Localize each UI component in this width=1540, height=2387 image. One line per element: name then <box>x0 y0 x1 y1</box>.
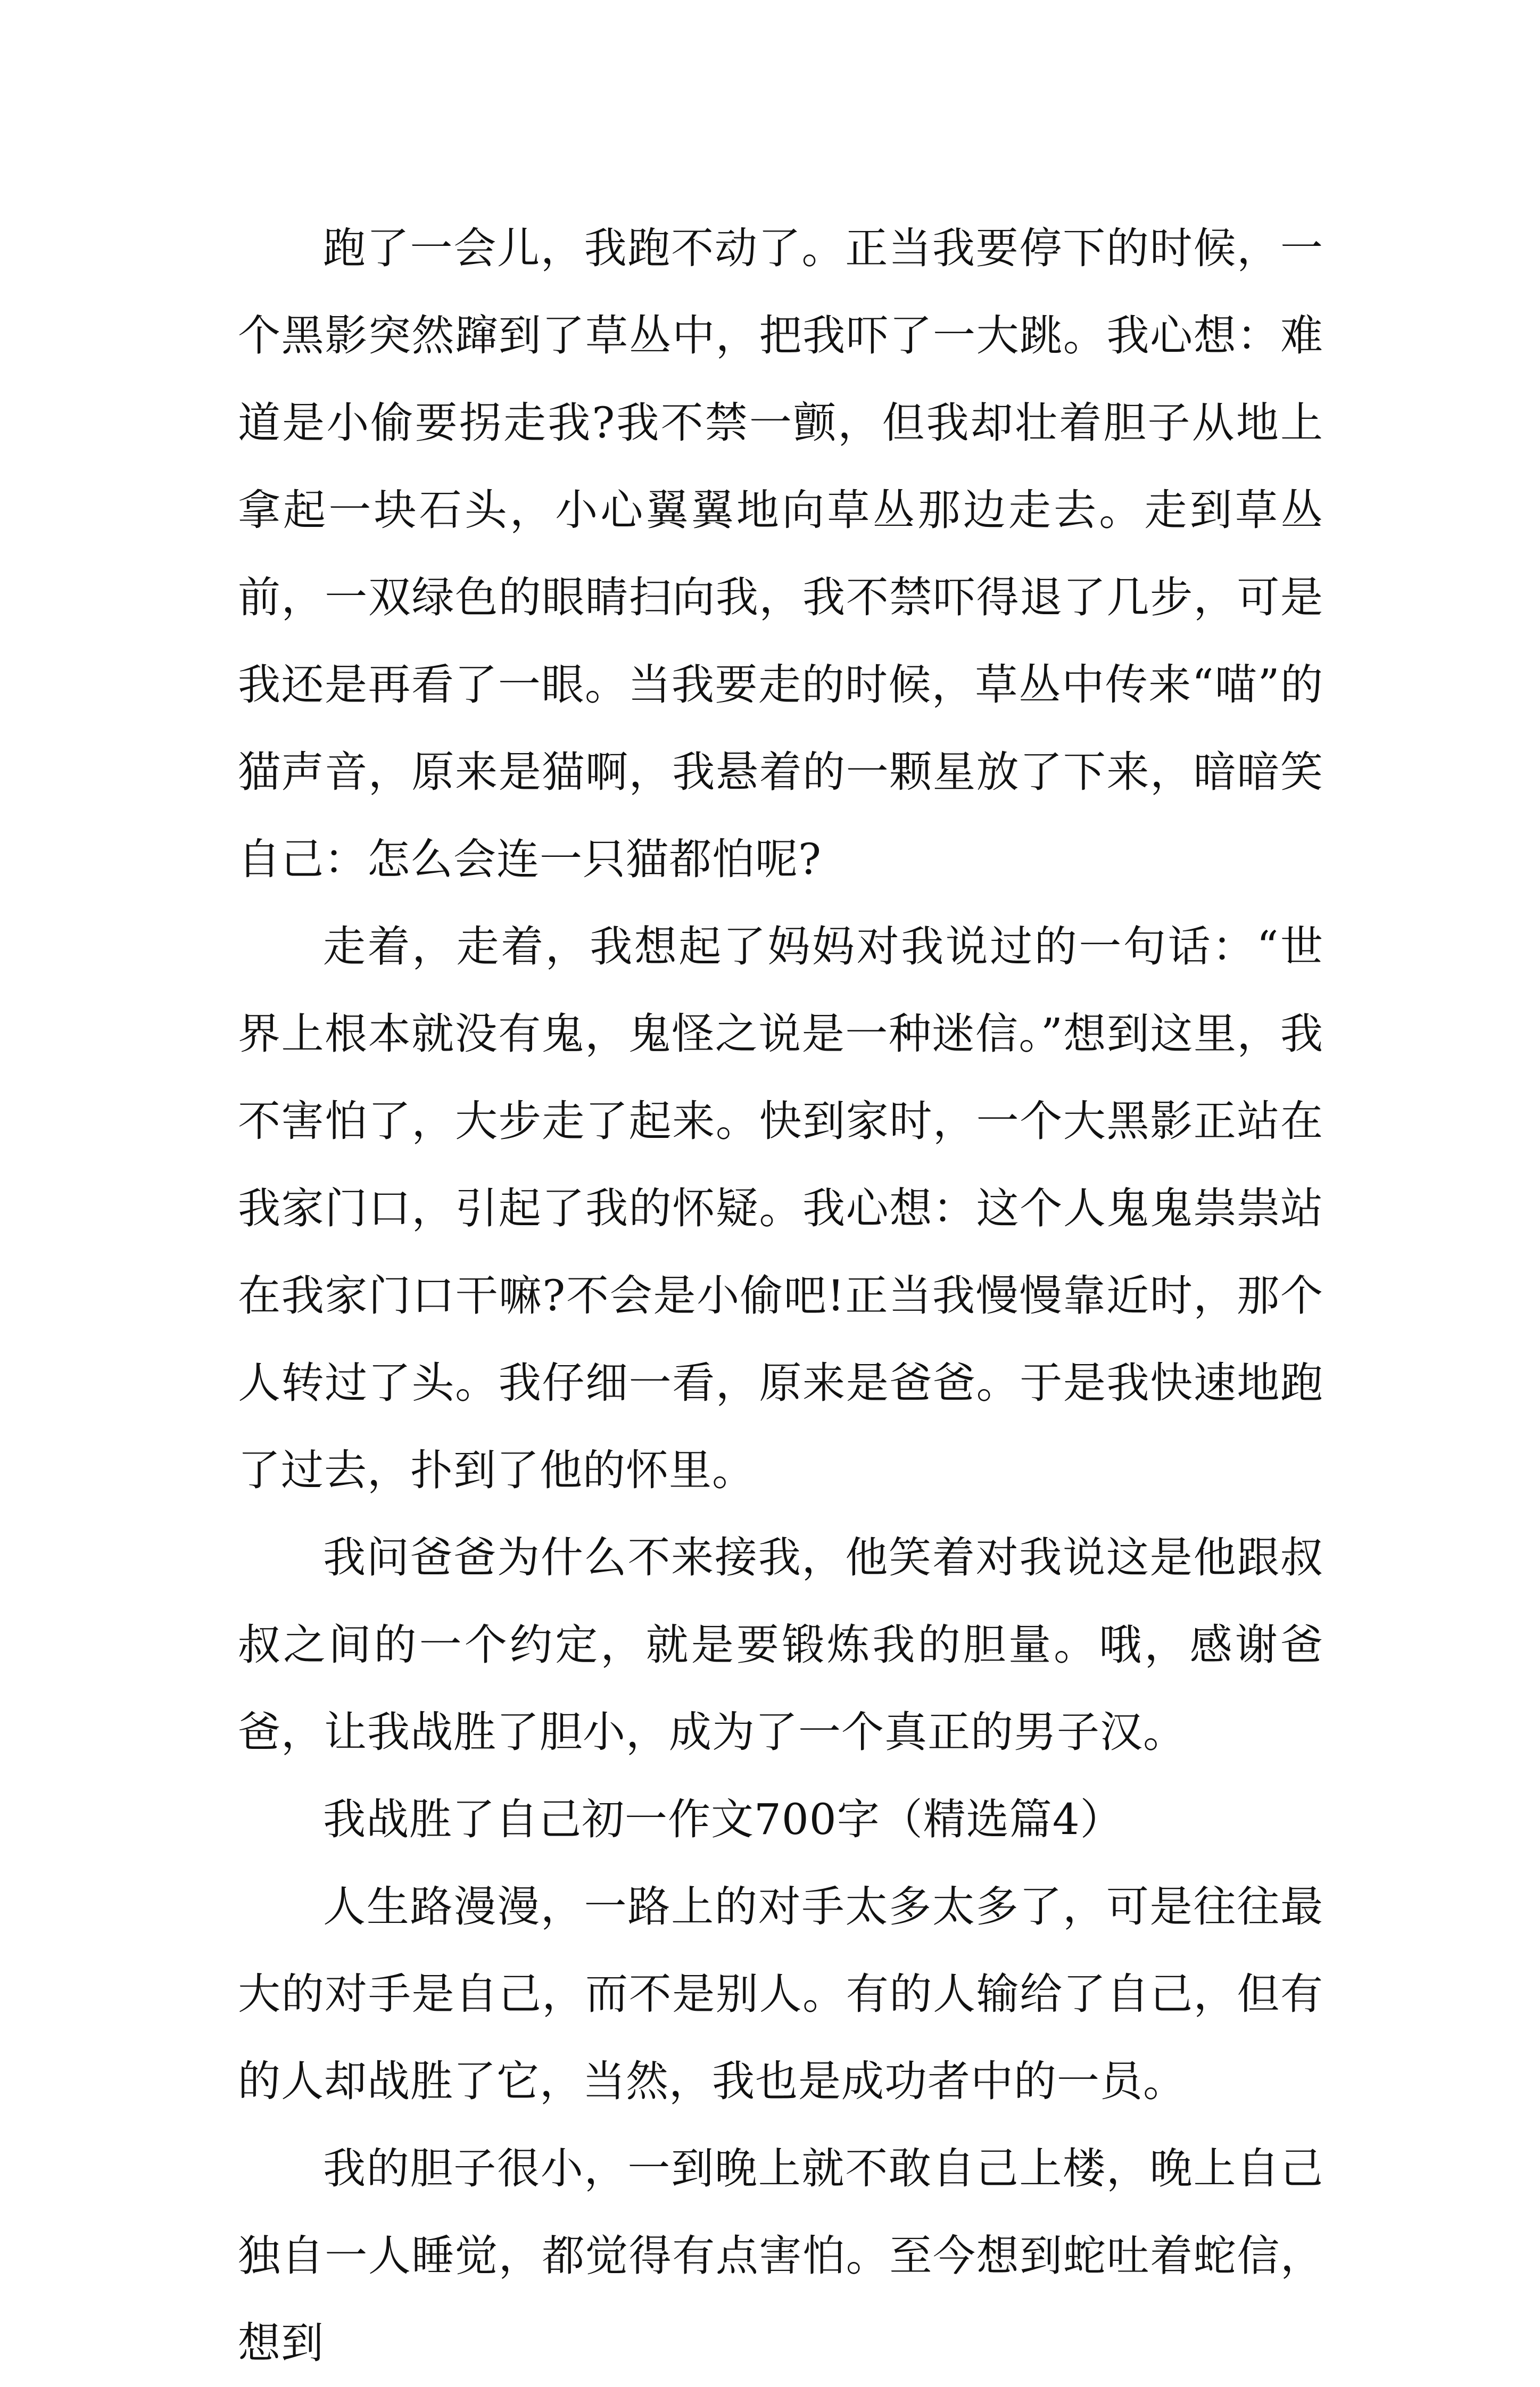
document-body <box>238 205 1323 2387</box>
paragraph-life-road: 人生路漫漫，一路上的对手太多太多了，可是往往最大的对手是自己，而不是别人。有的人输给了自己，但有的人却战胜了它，当然，我也是成功者中的一员。 <box>238 1882 1323 2106</box>
paragraph-cat-encounter: 跑了一会儿，我跑不动了。正当我要停下的时候，一个黑影突然蹿到了草丛中，把我吓了一大跳。我心想：难道是小偷要拐走我?我不禁一颤，但我却壮着胆子从地上拿起一块石头，小心翼翼地向草丛那边走去。走到草丛前，一双绿色的眼睛扫向我，我不禁吓得退了几步，可是我还是再看了一眼。当我要走的时候，草丛中传来“喵”的猫声音，原来是猫啊，我悬着的一颗星放了下来，暗暗笑自己：怎么会连一只猫都怕呢? <box>238 224 1323 884</box>
section-heading: 我战胜了自己初一作文700字（精选篇4） <box>323 1795 1123 1844</box>
paragraph-father-explains: 我问爸爸为什么不来接我，他笑着对我说这是他跟叔叔之间的一个约定，就是要锻炼我的胆量。哦，感谢爸爸，让我战胜了胆小，成为了一个真正的男子汉。 <box>238 1533 1323 1757</box>
paragraph-timid: 我的胆子很小，一到晚上就不敢自己上楼，晚上自己独自一人睡觉，都觉得有点害怕。至今想到蛇吐着蛇信，想到 <box>238 2144 1323 2368</box>
paragraph-walking-home: 走着，走着，我想起了妈妈对我说过的一句话：“世界上根本就没有鬼，鬼怪之说是一种迷信。”想到这里，我不害怕了，大步走了起来。快到家时，一个大黑影正站在我家门口，引起了我的怀疑。我心想：这个人鬼鬼祟祟站在我家门口干嘛?不会是小偷吧!正当我慢慢靠近时，那个人转过了头。我仔细一看，原来是爸爸。于是我快速地跑了过去，扑到了他的怀里。 <box>238 922 1323 1495</box>
